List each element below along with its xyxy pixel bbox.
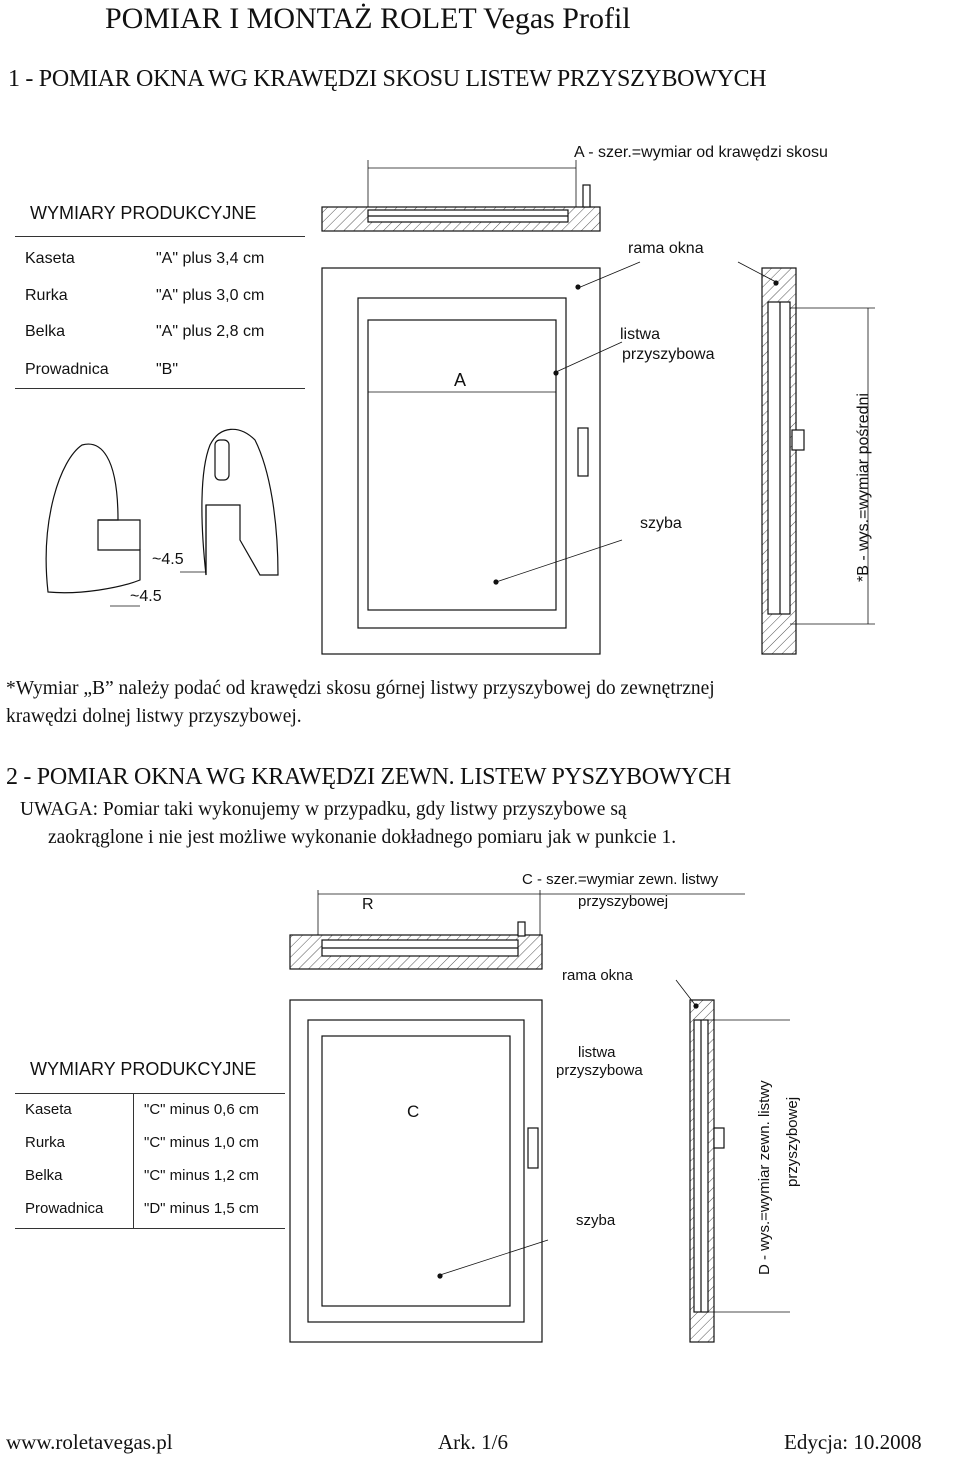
listwa-label: listwa bbox=[620, 326, 661, 343]
c-dimension-label: C bbox=[407, 1102, 420, 1121]
table2-row-name: Prowadnica bbox=[25, 1200, 104, 1217]
szyba-label-2: szyba bbox=[576, 1212, 616, 1229]
a-caption: A - szer.=wymiar od krawędzi skosu bbox=[574, 144, 828, 161]
c-caption-line1: C - szer.=wymiar zewn. listwy bbox=[522, 871, 719, 888]
table1-bottom-border bbox=[15, 388, 305, 389]
table2-bottom-border bbox=[15, 1228, 285, 1229]
table2-row-value: "D" minus 1,5 cm bbox=[144, 1200, 259, 1217]
footer-url: www.roletavegas.pl bbox=[6, 1430, 173, 1454]
table1-row-name: Kaseta bbox=[25, 250, 75, 267]
table2-row-name: Belka bbox=[25, 1167, 63, 1184]
table2-title: WYMIARY PRODUKCYJNE bbox=[30, 1059, 257, 1079]
a-dimension-label: A bbox=[454, 370, 467, 390]
listwa-label-2: listwa bbox=[578, 1044, 616, 1061]
table2-row-value: "C" minus 1,0 cm bbox=[144, 1134, 259, 1151]
footer-edition: Edycja: 10.2008 bbox=[784, 1430, 922, 1454]
r-label: R bbox=[362, 896, 374, 913]
profile-sketches bbox=[46, 429, 278, 606]
diagram2-window-front bbox=[290, 1000, 548, 1342]
uwaga-line1: UWAGA: Pomiar taki wykonujemy w przypadku, gdy listwy przyszybowe są bbox=[20, 799, 627, 820]
section2-heading: 2 - POMIAR OKNA WG KRAWĘDZI ZEWN. LISTEW PYSZYBOWYCH bbox=[6, 764, 731, 790]
note-b-line2: krawędzi dolnej listwy przyszybowej. bbox=[6, 706, 302, 727]
szyba-label: szyba bbox=[640, 515, 682, 532]
diagram1-top-section bbox=[322, 160, 600, 231]
rama-okna-label-2: rama okna bbox=[562, 967, 633, 984]
section1-heading: 1 - POMIAR OKNA WG KRAWĘDZI SKOSU LISTEW PRZYSZYBOWYCH bbox=[8, 66, 767, 92]
table1-row-value: "A" plus 3,4 cm bbox=[156, 250, 265, 267]
table1-row-name: Rurka bbox=[25, 287, 68, 304]
diagram2-top-section bbox=[290, 890, 745, 969]
table2-column-divider bbox=[133, 1093, 134, 1228]
note-b-line1: *Wymiar „B” należy podać od krawędzi skosu górnej listwy przyszybowej do zewnętrznej bbox=[6, 678, 715, 699]
przyszybowa-label-2: przyszybowa bbox=[556, 1062, 643, 1079]
table1-row-value: "A" plus 3,0 cm bbox=[156, 287, 265, 304]
table2-row-value: "C" minus 0,6 cm bbox=[144, 1101, 259, 1118]
c-caption-line2: przyszybowej bbox=[578, 893, 669, 910]
table1-row-value: "A" plus 2,8 cm bbox=[156, 323, 265, 340]
diagram1-window-front bbox=[322, 262, 640, 654]
dim-label-small: ~4.5 bbox=[130, 588, 162, 605]
d-dimension-label-line1: D - wys.=wymiar zewn. listwy bbox=[756, 1080, 773, 1275]
table2-row-name: Kaseta bbox=[25, 1101, 72, 1118]
dim-label-small: ~4.5 bbox=[152, 551, 184, 568]
b-dimension-label: *B - wys.=wymiar pośredni bbox=[855, 393, 872, 582]
uwaga-line2: zaokrąglone i nie jest możliwe wykonanie dokładnego pomiaru jak w punkcie 1. bbox=[48, 827, 677, 848]
table2-row-name: Rurka bbox=[25, 1134, 66, 1151]
page-title: POMIAR I MONTAŻ ROLET Vegas Profil bbox=[105, 2, 631, 35]
table1-row-name: Belka bbox=[25, 323, 66, 340]
d-dimension-label-line2: przyszybowej bbox=[784, 1096, 801, 1187]
table2-row-value: "C" minus 1,2 cm bbox=[144, 1167, 259, 1184]
footer-sheet: Ark. 1/6 bbox=[438, 1430, 508, 1454]
rama-okna-label: rama okna bbox=[628, 240, 704, 257]
table2-top-border bbox=[15, 1093, 285, 1094]
table1-row-value: "B" bbox=[156, 361, 179, 378]
table1-top-border bbox=[15, 236, 305, 237]
table1-row-name: Prowadnica bbox=[25, 361, 109, 378]
przyszybowa-label: przyszybowa bbox=[622, 346, 715, 363]
table1-title: WYMIARY PRODUKCYJNE bbox=[30, 203, 257, 223]
